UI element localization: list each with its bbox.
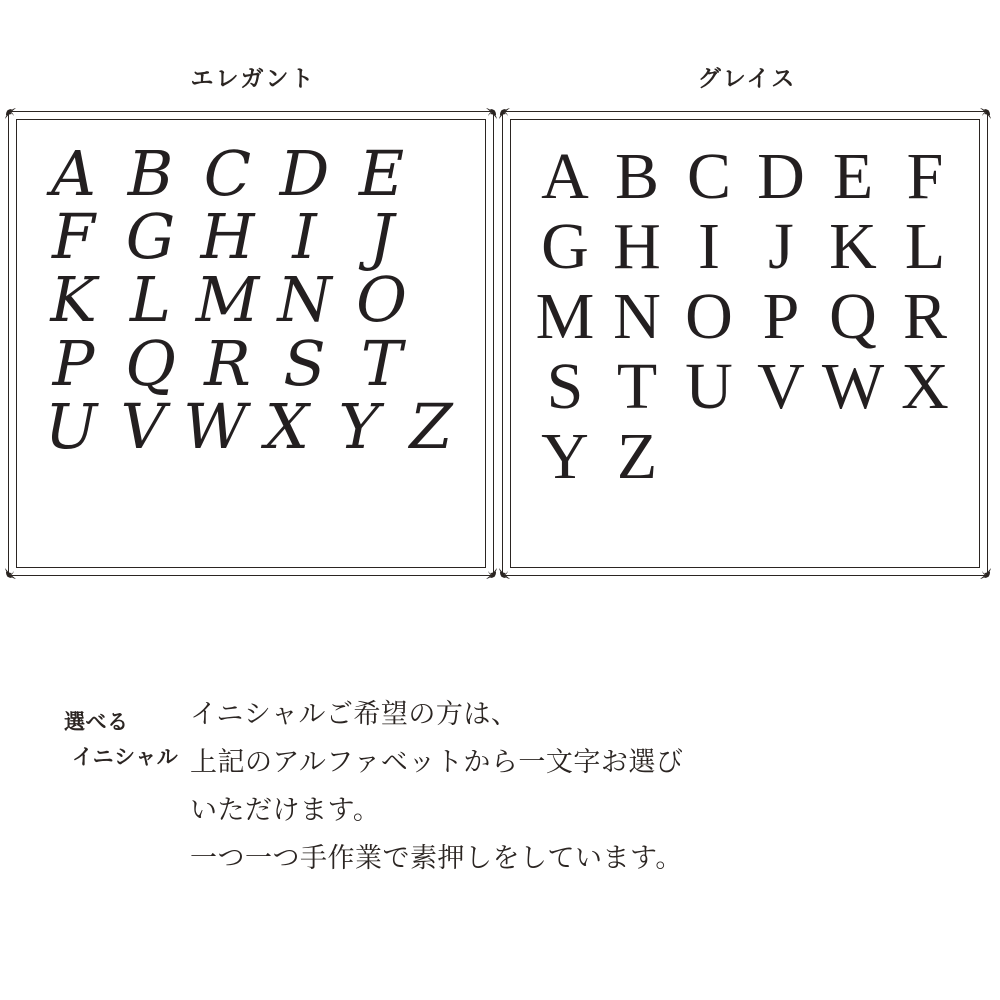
alphabet-letter[interactable]: K (50, 263, 97, 337)
alphabet-letter[interactable]: N (277, 263, 332, 337)
alphabet-letter[interactable]: A (51, 137, 96, 210)
alphabet-letter[interactable]: K (829, 209, 877, 283)
alphabet-letter[interactable]: Q (125, 326, 176, 400)
alphabet-row (529, 349, 961, 423)
alphabet-row (35, 200, 467, 274)
description-line: イニシャルご希望の方は、 (190, 699, 519, 729)
description-line: 上記のアルファベットから一文字お選び (190, 747, 684, 778)
alphabet-letter[interactable]: U (44, 389, 98, 463)
alphabet-grid-grace (529, 142, 961, 549)
font-panel-title-grace: グレイス (697, 65, 797, 91)
font-panel-elegant (8, 60, 498, 576)
alphabet-letter[interactable]: C (203, 137, 252, 210)
alphabet-row (35, 389, 467, 463)
initial-label-line-1: 選べる (64, 711, 129, 734)
alphabet-letter[interactable]: O (356, 263, 407, 337)
ornament-corner-icon (966, 554, 992, 580)
alphabet-letter[interactable]: U (685, 349, 733, 423)
alphabet-letter[interactable]: R (902, 279, 948, 353)
alphabet-letter[interactable]: H (200, 200, 255, 274)
alphabet-row (529, 279, 961, 353)
description-line: いただけます。 (190, 795, 381, 826)
alphabet-letter[interactable]: L (904, 209, 946, 283)
alphabet-letter[interactable]: B (614, 140, 660, 213)
alphabet-letter[interactable]: J (768, 209, 794, 283)
ornament-corner-icon (4, 107, 30, 133)
initial-description-label (0, 690, 190, 775)
alphabet-letter[interactable]: D (757, 140, 805, 213)
alphabet-letter[interactable]: Y (541, 419, 589, 493)
alphabet-letter[interactable]: T (360, 326, 403, 400)
alphabet-row (529, 419, 961, 493)
alphabet-letter[interactable]: P (52, 326, 95, 400)
ornament-corner-icon (498, 107, 524, 133)
font-panel-grace (502, 60, 992, 576)
alphabet-letter[interactable]: B (127, 137, 174, 210)
alphabet-letter[interactable]: Y (338, 389, 380, 463)
alphabet-letter[interactable]: P (762, 279, 800, 353)
ornament-corner-icon (4, 554, 30, 580)
alphabet-letter[interactable]: W (821, 349, 885, 423)
alphabet-letter[interactable]: L (129, 263, 172, 337)
alphabet-letter[interactable]: T (616, 349, 658, 423)
alphabet-letter[interactable]: X (901, 349, 949, 423)
alphabet-letter[interactable]: C (686, 140, 732, 213)
alphabet-row (529, 142, 961, 212)
alphabet-letter[interactable]: N (613, 279, 661, 353)
alphabet-letter[interactable]: X (264, 389, 310, 463)
alphabet-letter[interactable]: I (292, 200, 317, 274)
ornament-corner-icon (498, 554, 524, 580)
alphabet-letter[interactable]: S (546, 349, 584, 423)
alphabet-letter[interactable]: A (541, 140, 589, 213)
font-panel-title-elegant: エレガント (190, 65, 316, 91)
alphabet-letter[interactable]: Q (829, 279, 877, 353)
alphabet-row (35, 326, 467, 400)
alphabet-letter[interactable]: V (120, 389, 166, 463)
alphabet-letter[interactable]: D (279, 137, 330, 210)
description-line: 一つ一つ手作業で素押しをしています。 (190, 843, 683, 874)
font-sample-panels (0, 60, 1000, 576)
alphabet-letter[interactable]: F (51, 200, 96, 274)
alphabet-letter[interactable]: R (204, 326, 251, 400)
alphabet-grid-elegant (35, 137, 467, 549)
alphabet-letter[interactable]: W (183, 389, 247, 463)
alphabet-row (35, 137, 467, 210)
ornament-corner-icon (472, 554, 498, 580)
alphabet-letter[interactable]: Z (409, 389, 453, 463)
alphabet-letter[interactable]: V (757, 349, 805, 423)
alphabet-row (529, 209, 961, 283)
alphabet-frame-elegant (8, 111, 494, 576)
ornament-corner-icon (472, 107, 498, 133)
alphabet-letter[interactable]: Z (616, 419, 658, 493)
alphabet-letter[interactable]: O (685, 279, 733, 353)
alphabet-letter[interactable]: I (698, 209, 720, 283)
ornament-corner-icon (966, 107, 992, 133)
alphabet-letter[interactable]: G (125, 200, 176, 274)
initial-label-line-2: イニシャル (72, 745, 179, 769)
alphabet-letter[interactable]: E (832, 140, 874, 213)
alphabet-letter[interactable]: H (613, 209, 661, 283)
initial-description-body (190, 690, 683, 882)
alphabet-row (35, 263, 467, 337)
alphabet-letter[interactable]: E (358, 137, 405, 210)
alphabet-letter[interactable]: F (906, 140, 944, 213)
alphabet-frame-grace (502, 111, 988, 576)
alphabet-letter[interactable]: M (535, 279, 595, 353)
alphabet-letter[interactable]: G (541, 209, 589, 283)
alphabet-letter[interactable]: S (283, 326, 326, 400)
initial-description-section (0, 690, 1000, 882)
alphabet-letter[interactable]: M (195, 263, 260, 337)
alphabet-letter[interactable]: J (369, 200, 394, 274)
